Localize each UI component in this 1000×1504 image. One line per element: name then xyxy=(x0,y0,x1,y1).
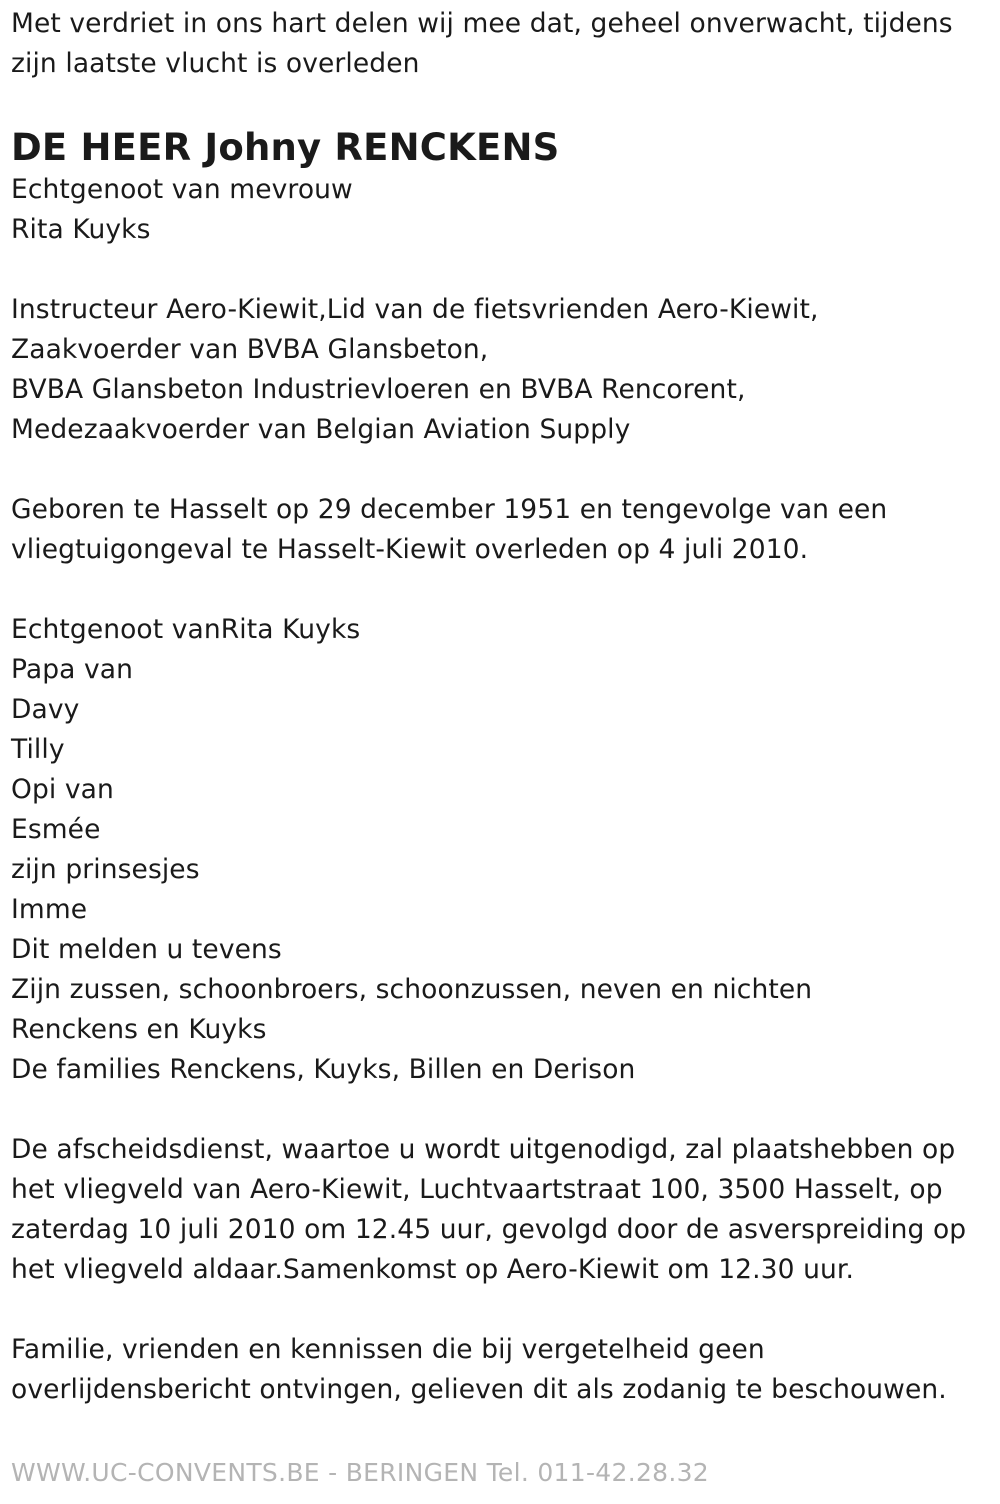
family-line: Zijn zussen, schoonbroers, schoonzussen, neven en nichten xyxy=(11,974,813,1005)
obituary-notice xyxy=(11,4,991,1410)
spouse-line-2: Rita Kuyks xyxy=(11,214,151,245)
intro-line-2: zijn laatste vlucht is overleden xyxy=(11,48,420,79)
family-line: Davy xyxy=(11,694,80,725)
intro-line-1: Met verdriet in ons hart delen wij mee dat, geheel onverwacht, tijdens xyxy=(11,8,953,39)
birth-death-line: vliegtuigongeval te Hasselt-Kiewit overleden op 4 juli 2010. xyxy=(11,534,809,565)
funeral-home-footer: WWW.UC-CONVENTS.BE - BERINGEN Tel. 011-42.28.32 xyxy=(11,1458,710,1487)
spacer xyxy=(11,570,991,610)
roles-line: Zaakvoerder van BVBA Glansbeton, xyxy=(11,334,489,365)
roles-line: BVBA Glansbeton Industrievloeren en BVBA Rencorent, xyxy=(11,374,746,405)
roles-line: Instructeur Aero-Kiewit,Lid van de fietsvrienden Aero-Kiewit, xyxy=(11,294,819,325)
family-line: Papa van xyxy=(11,654,134,685)
family-line: Imme xyxy=(11,894,88,925)
family-line: Dit melden u tevens xyxy=(11,934,282,965)
closing-line: overlijdensbericht ontvingen, gelieven dit als zodanig te beschouwen. xyxy=(11,1374,947,1405)
ceremony-line: het vliegveld van Aero-Kiewit, Luchtvaartstraat 100, 3500 Hasselt, op xyxy=(11,1174,943,1205)
family-line: zijn prinsesjes xyxy=(11,854,200,885)
spouse-line-1: Echtgenoot van mevrouw xyxy=(11,174,353,205)
closing-line: Familie, vrienden en kennissen die bij vergetelheid geen xyxy=(11,1334,765,1365)
ceremony-line: De afscheidsdienst, waartoe u wordt uitgenodigd, zal plaatshebben op xyxy=(11,1134,956,1165)
family-line: Esmée xyxy=(11,814,101,845)
family-line: Renckens en Kuyks xyxy=(11,1014,267,1045)
ceremony-line: het vliegveld aldaar.Samenkomst op Aero-Kiewit om 12.30 uur. xyxy=(11,1254,854,1285)
deceased-name: DE HEER Johny RENCKENS xyxy=(11,126,560,169)
spacer xyxy=(11,1090,991,1130)
family-line: Opi van xyxy=(11,774,114,805)
ceremony-line: zaterdag 10 juli 2010 om 12.45 uur, gevolgd door de asverspreiding op xyxy=(11,1214,967,1245)
spacer xyxy=(11,1290,991,1330)
birth-death-line: Geboren te Hasselt op 29 december 1951 en tengevolge van een xyxy=(11,494,888,525)
spacer xyxy=(11,250,991,290)
family-line: Tilly xyxy=(11,734,65,765)
family-line: De families Renckens, Kuyks, Billen en Derison xyxy=(11,1054,636,1085)
spacer xyxy=(11,450,991,490)
family-line: Echtgenoot vanRita Kuyks xyxy=(11,614,361,645)
roles-line: Medezaakvoerder van Belgian Aviation Supply xyxy=(11,414,631,445)
